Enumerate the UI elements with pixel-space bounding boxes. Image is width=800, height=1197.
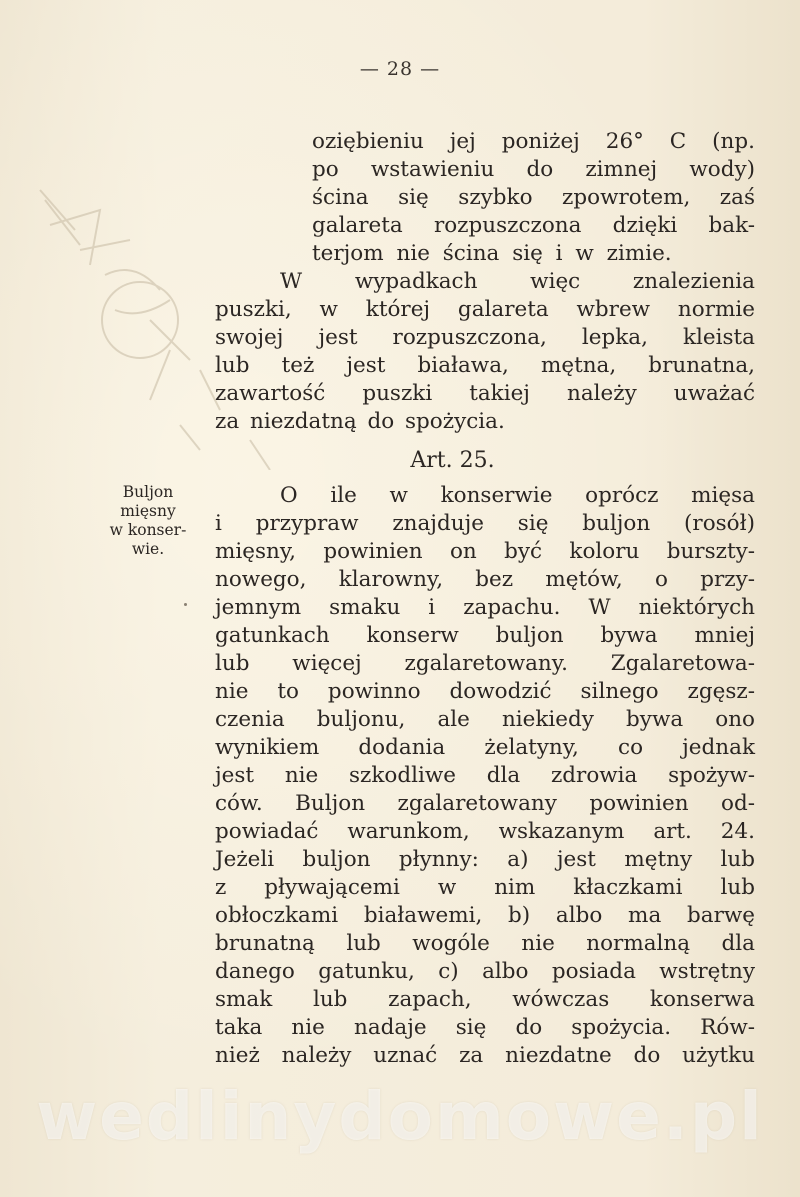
paragraph-first-line: W wypadkach więc znalezienia — [280, 269, 755, 294]
text-line: Jeżeli buljon płynny: a) jest mętny lub — [215, 847, 755, 872]
text-line: smak lub zapach, wówczas konserwa — [215, 987, 755, 1012]
text-line: czenia buljonu, ale niekiedy bywa ono — [215, 707, 755, 732]
text-line: gatunkach konserw buljon bywa mniej — [215, 623, 755, 648]
text-line: brunatną lub wogóle nie normalną dla — [215, 931, 755, 956]
text-line: lub więcej zgalaretowany. Zgalaretowa- — [215, 651, 755, 676]
paragraph-first-line: O ile w konserwie oprócz mięsa — [280, 483, 755, 508]
page-number: — 28 — — [359, 58, 441, 80]
margin-note-line: w konser- — [109, 521, 187, 539]
margin-note — [88, 483, 208, 559]
text-line: po wstawieniu do zimnej wody) — [312, 157, 755, 182]
text-line: swojej jest rozpuszczona, lepka, kleista — [215, 325, 755, 350]
text-line-last: za niezdatną do spożycia. — [215, 409, 505, 434]
ink-dot — [184, 603, 187, 606]
text-line: nie to powinno dowodzić silnego zgęsz- — [215, 679, 755, 704]
article-heading: Art. 25. — [410, 448, 495, 473]
text-line: wynikiem dodania żelatyny, co jednak — [215, 735, 755, 760]
text-line: lub też jest biaława, mętna, brunatna, — [215, 353, 755, 378]
text-line: danego gatunku, c) albo posiada wstrętny — [215, 959, 755, 984]
text-line: ścina się szybko zpowrotem, zaś — [312, 185, 755, 210]
text-line: nowego, klarowny, bez mętów, o przy- — [215, 567, 755, 592]
text-line: zawartość puszki takiej należy uważać — [215, 381, 755, 406]
margin-note-line: Buljon — [122, 483, 174, 501]
margin-note-line: wie. — [131, 540, 165, 558]
text-line: nież należy uznać za niezdatne do użytku — [215, 1043, 755, 1068]
text-line: oziębieniu jej poniżej 26° C (np. — [312, 129, 755, 154]
text-line: z pływającemi w nim kłaczkami lub — [215, 875, 755, 900]
text-line: ców. Buljon zgalaretowany powinien od- — [215, 791, 755, 816]
margin-note-line: mięsny — [120, 502, 176, 520]
text-line: obłoczkami białawemi, b) albo ma barwę — [215, 903, 755, 928]
watermark: wedlinydomowe.pl — [36, 1078, 764, 1155]
text-line: jest nie szkodliwe dla zdrowia spożyw- — [215, 763, 755, 788]
text-line: taka nie nadaje się do spożycia. Rów- — [215, 1015, 755, 1040]
text-line: puszki, w której galareta wbrew normie — [215, 297, 755, 322]
text-line: i przypraw znajduje się buljon (rosół) — [215, 511, 755, 536]
text-line: powiadać warunkom, wskazanym art. 24. — [215, 819, 755, 844]
text-line-last: terjom nie ścina się i w zimie. — [312, 241, 672, 266]
text-line: galareta rozpuszczona dzięki bak- — [312, 213, 755, 238]
text-line: mięsny, powinien on być koloru burszty- — [215, 539, 755, 564]
text-line: jemnym smaku i zapachu. W niektórych — [215, 595, 755, 620]
